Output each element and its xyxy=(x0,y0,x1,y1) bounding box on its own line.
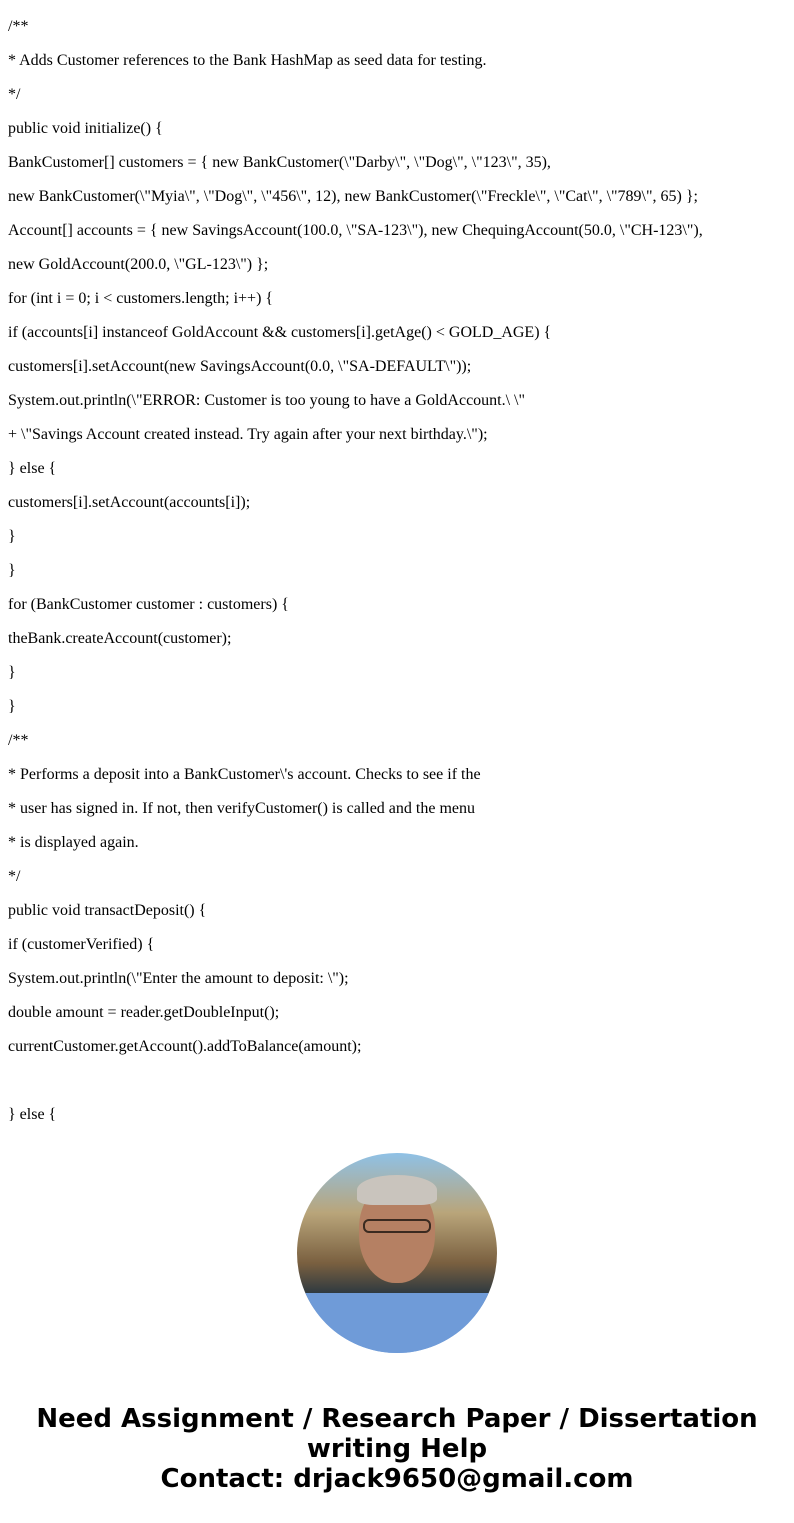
code-line: if (accounts[i] instanceof GoldAccount && customers[i].getAge() < GOLD_AGE) { xyxy=(8,324,552,341)
code-line: */ xyxy=(8,86,21,103)
code-line: System.out.println(\"Enter the amount to deposit: \"); xyxy=(8,970,349,987)
code-line: } else { xyxy=(8,460,57,477)
code-line: } xyxy=(8,528,16,545)
contact-banner xyxy=(0,1404,794,1494)
code-line: for (int i = 0; i < customers.length; i++) { xyxy=(8,290,274,307)
code-line: for (BankCustomer customer : customers) { xyxy=(8,596,289,613)
code-line: /** xyxy=(8,732,29,749)
code-line: * is displayed again. xyxy=(8,834,139,851)
code-line: public void transactDeposit() { xyxy=(8,902,207,919)
banner-contact-email: Contact: drjack9650@gmail.com xyxy=(160,1464,634,1494)
code-line: * user has signed in. If not, then verifyCustomer() is called and the menu xyxy=(8,800,475,817)
code-line: new BankCustomer(\"Myia\", \"Dog\", \"456\", 12), new BankCustomer(\"Freckle\", \"Cat\", \"789\", 65) }; xyxy=(8,188,698,205)
author-avatar xyxy=(297,1153,497,1353)
code-line: customers[i].setAccount(accounts[i]); xyxy=(8,494,251,511)
code-line: Account[] accounts = { new SavingsAccount(100.0, \"SA-123\"), new ChequingAccount(50.0, \"CH-123\"), xyxy=(8,222,703,239)
code-line: customers[i].setAccount(new SavingsAccount(0.0, \"SA-DEFAULT\")); xyxy=(8,358,472,375)
code-line: * Performs a deposit into a BankCustomer\'s account. Checks to see if the xyxy=(8,766,481,783)
banner-line-2: writing Help xyxy=(306,1434,488,1464)
code-line xyxy=(8,0,703,10)
code-line: public void initialize() { xyxy=(8,120,163,137)
banner-line-1: Need Assignment / Research Paper / Dissertation xyxy=(36,1404,758,1434)
code-line: } else { xyxy=(8,1106,57,1123)
code-line xyxy=(8,1064,703,1098)
code-line: double amount = reader.getDoubleInput(); xyxy=(8,1004,280,1021)
code-line: currentCustomer.getAccount().addToBalance(amount); xyxy=(8,1038,362,1055)
code-listing xyxy=(8,0,703,1132)
code-line: BankCustomer[] customers = { new BankCustomer(\"Darby\", \"Dog\", \"123\", 35), xyxy=(8,154,551,171)
code-line: new GoldAccount(200.0, \"GL-123\") }; xyxy=(8,256,269,273)
code-line: + \"Savings Account created instead. Try again after your next birthday.\"); xyxy=(8,426,488,443)
code-line: System.out.println(\"ERROR: Customer is too young to have a GoldAccount.\ \" xyxy=(8,392,526,409)
code-line: /** xyxy=(8,18,29,35)
code-line: theBank.createAccount(customer); xyxy=(8,630,232,647)
code-line: */ xyxy=(8,868,21,885)
code-line: } xyxy=(8,664,16,681)
code-line: } xyxy=(8,698,16,715)
code-line: } xyxy=(8,562,16,579)
code-line: * Adds Customer references to the Bank HashMap as seed data for testing. xyxy=(8,52,487,69)
code-line: if (customerVerified) { xyxy=(8,936,155,953)
